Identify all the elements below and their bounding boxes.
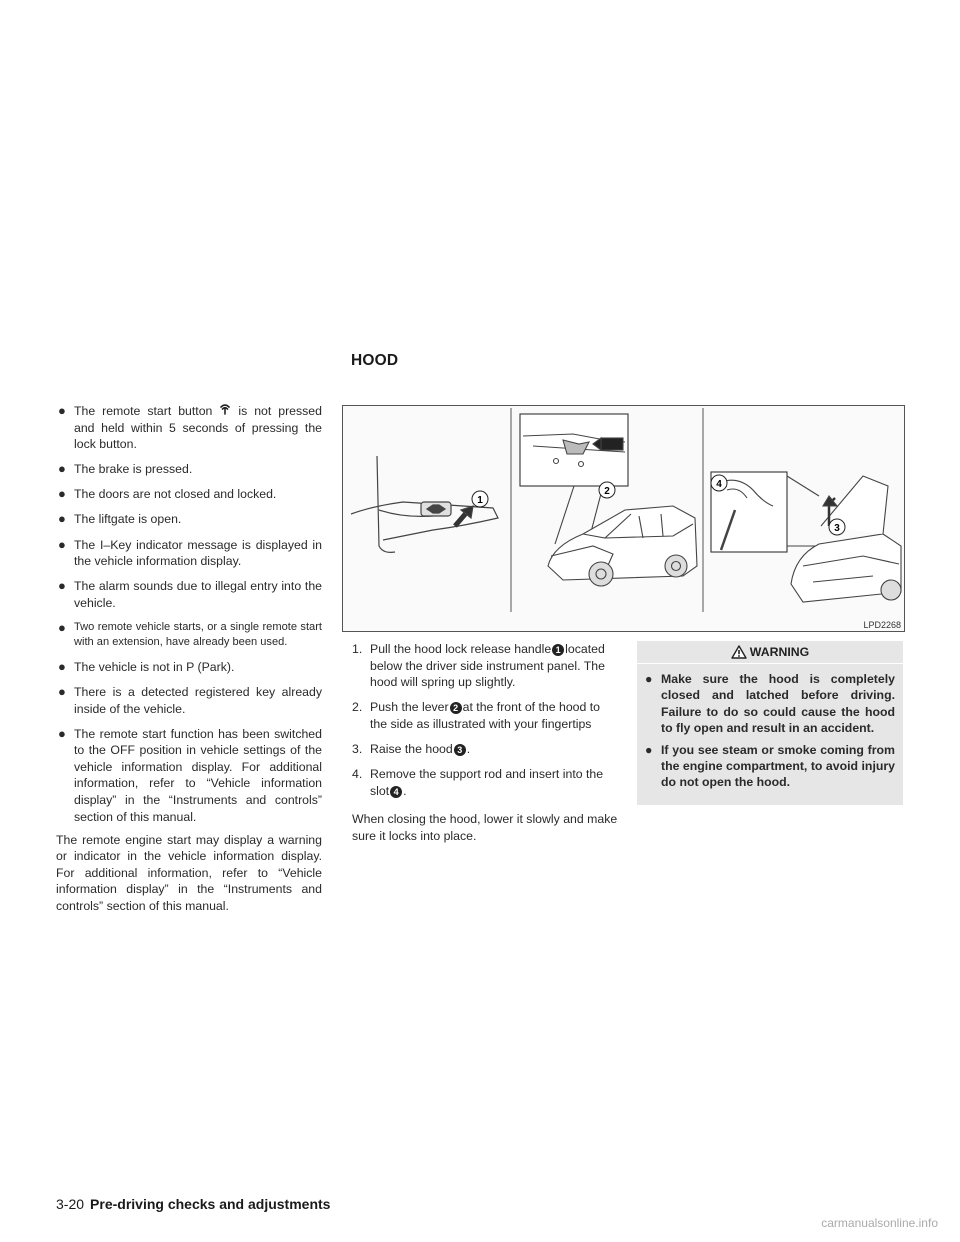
bullet-item: [56, 461, 322, 478]
warning-text: Make sure the hood is completely closed and latched before driving. Failure to do so could cause the hood to fly open and result in an accident.: [661, 672, 895, 736]
figure-code: LPD2268: [863, 620, 901, 630]
bullet-item: [56, 511, 322, 528]
panel-support-rod: [711, 472, 901, 602]
warning-items: [637, 664, 903, 805]
warning-item: [645, 671, 895, 737]
step-number: 1.: [352, 642, 363, 656]
bullet-text: The vehicle is not in P (Park).: [74, 659, 235, 674]
warning-title: WARNING: [749, 644, 810, 659]
bullet-glyph: ●: [58, 683, 66, 699]
step-number: 4.: [352, 767, 363, 782]
remote-start-icon: [212, 403, 238, 415]
step-text: Raise the hood: [370, 741, 453, 756]
bullet-glyph: ●: [645, 672, 653, 686]
bullet-glyph: ●: [58, 511, 66, 527]
page-footer: [56, 1196, 330, 1212]
step-item: [352, 766, 620, 799]
step-text: .: [466, 741, 471, 756]
remote-start-paragraph: The remote engine start may display a warning or indicator in the vehicle information display. For additional information, refer to “Vehicle information display” in the “Instruments and controls” section of this manual.: [56, 832, 322, 914]
step-text: .: [403, 783, 407, 798]
bullet-item: [56, 659, 322, 676]
hood-illustration-drawing: [343, 406, 904, 631]
callout-marker: 2: [450, 702, 462, 714]
bullet-text: The brake is pressed.: [74, 462, 193, 477]
bullet-item: [56, 578, 322, 611]
watermark: carmanualsonline.info: [821, 1216, 938, 1230]
callout-marker: 3: [454, 744, 466, 756]
warning-item: [645, 742, 895, 791]
bullet-glyph: ●: [645, 742, 653, 757]
step-item: [352, 741, 620, 758]
bullet-text: The doors are not closed and locked.: [74, 487, 277, 502]
bullet-text: There is a detected registered key already inside of the vehicle.: [74, 684, 322, 716]
step-item: [352, 641, 620, 691]
bullet-text: is not pressed and held within 5 seconds of pressing the lock button.: [74, 404, 322, 452]
panel-lever: [520, 414, 697, 586]
bullet-glyph: ●: [58, 486, 66, 502]
bullet-text: The liftgate is open.: [74, 512, 182, 527]
bullet-glyph: ●: [58, 725, 66, 741]
step-number: 3.: [352, 741, 363, 756]
callout-1: 1: [477, 495, 483, 506]
bullet-text: Two remote vehicle starts, or a single remote start with an extension, have already been used.: [74, 620, 322, 649]
step-text: at the front of the hood to the side as illustrated with your fingertips: [370, 700, 601, 731]
bullet-text: The I–Key indicator message is displayed in the vehicle information display.: [74, 537, 322, 569]
step-text: Push the lever: [370, 700, 449, 715]
warning-header: [637, 641, 903, 664]
step-item: [352, 699, 620, 732]
step-text: Remove the support rod and insert into the slot: [370, 767, 604, 798]
bullet-glyph: ●: [58, 536, 66, 552]
bullet-item: [56, 620, 322, 650]
left-column: [56, 403, 322, 915]
callout-2: 2: [604, 486, 610, 497]
bullet-item: [56, 403, 322, 453]
page-number: 3-20: [56, 1196, 85, 1212]
step-text: Pull the hood lock release handle: [370, 642, 552, 656]
callout-3: 3: [834, 523, 840, 534]
warning-text: If you see steam or smoke coming from the engine compartment, to avoid injury do not open the hood.: [661, 742, 895, 790]
bullet-glyph: ●: [58, 619, 66, 635]
bullet-list: [56, 403, 322, 825]
step-number: 2.: [352, 700, 363, 715]
bullet-text: The remote start button: [74, 404, 213, 418]
hood-steps: [352, 641, 620, 844]
bullet-item: [56, 537, 322, 570]
callout-4: 4: [716, 479, 722, 490]
section-title: HOOD: [351, 352, 399, 369]
bullet-item: [56, 486, 322, 503]
footer-section: Pre-driving checks and adjustments: [90, 1196, 331, 1212]
hood-illustration: [342, 405, 905, 632]
warning-box: [637, 641, 903, 805]
warning-triangle-icon: [731, 645, 747, 659]
bullet-glyph: ●: [58, 461, 66, 477]
step-list: [352, 641, 620, 799]
bullet-item: [56, 726, 322, 826]
bullet-text: The alarm sounds due to illegal entry into the vehicle.: [74, 579, 322, 610]
bullet-text: The remote start function has been switched to the OFF position in vehicle settings of the vehicle information display. For additional information, refer to “Vehicle information display” in the “Instruments and controls” section of this manual.: [74, 726, 322, 824]
bullet-glyph: ●: [58, 403, 66, 418]
bullet-glyph: ●: [58, 658, 66, 674]
callout-marker: 1: [552, 644, 564, 656]
callout-marker: 4: [390, 786, 402, 798]
bullet-glyph: ●: [58, 578, 66, 594]
bullet-item: [56, 684, 322, 717]
step-text: located below the driver side instrument panel. The hood will spring up slightly.: [370, 642, 605, 690]
closing-paragraph: When closing the hood, lower it slowly and make sure it locks into place.: [352, 812, 618, 843]
